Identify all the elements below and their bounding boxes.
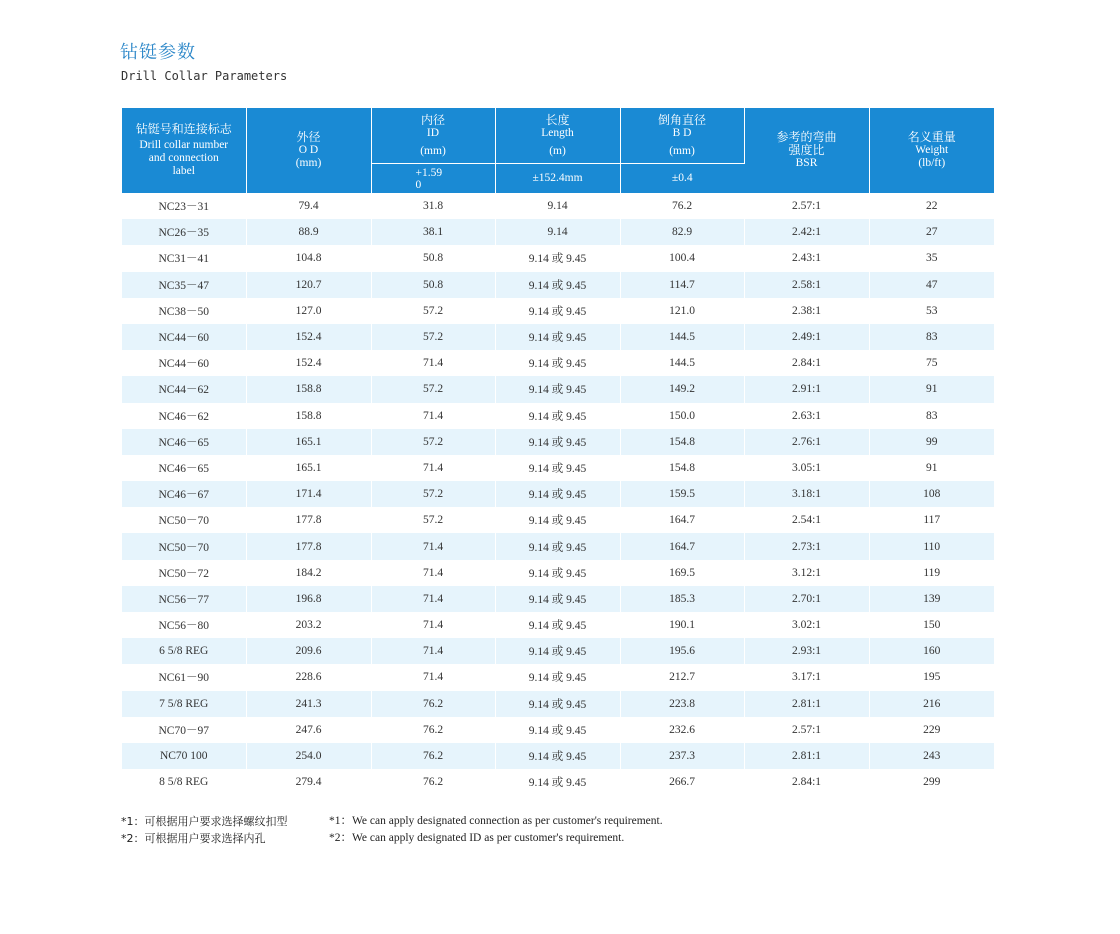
cell-length: 9.14 或 9.45 xyxy=(495,586,620,612)
cell-id: 71.4 xyxy=(371,560,495,586)
cell-bsr: 3.17:1 xyxy=(744,664,869,690)
header-weight xyxy=(869,108,994,193)
cell-bsr: 2.49:1 xyxy=(744,324,869,350)
table-row xyxy=(122,717,994,743)
cell-connection: NC31－41 xyxy=(122,245,246,271)
cell-weight: 22 xyxy=(926,200,938,213)
cell-id: 31.8 xyxy=(371,193,495,219)
cell-length: 9.14 或 9.45 xyxy=(495,376,620,402)
cell-od: 152.4 xyxy=(246,350,371,376)
cell-id: 57.2 xyxy=(371,324,495,350)
footnote-1-cn: *1：可根据用户要求选择螺纹扣型 xyxy=(121,815,288,828)
cell-bsr: 2.91:1 xyxy=(744,376,869,402)
cell-length: 9.14 或 9.45 xyxy=(495,272,620,298)
cell-bsr: 2.42:1 xyxy=(744,219,869,245)
cell-connection: 7 5/8 REG xyxy=(122,691,246,717)
cell-od: 209.6 xyxy=(246,638,371,664)
cell-od: 203.2 xyxy=(246,612,371,638)
cell-od: 177.8 xyxy=(246,507,371,533)
cell-od: 165.1 xyxy=(246,455,371,481)
cell-bd: 144.5 xyxy=(620,350,744,376)
cell-weight: 27 xyxy=(869,219,994,245)
header-bd-tolerance: ±0.4 xyxy=(620,164,744,194)
header-bd-cn: 倒角直径 xyxy=(657,112,706,127)
cell-weight: 91 xyxy=(869,376,994,402)
cell-id: 38.1 xyxy=(371,219,495,245)
cell-length: 9.14 或 9.45 xyxy=(495,664,620,690)
cell-id: 57.2 xyxy=(371,481,495,507)
cell-od: 279.4 xyxy=(246,769,371,795)
cell-bd: 190.1 xyxy=(620,612,744,638)
cell-od: 247.6 xyxy=(246,717,371,743)
cell-id: 71.4 xyxy=(371,664,495,690)
cell-id: 57.2 xyxy=(371,376,495,402)
cell-id: 71.4 xyxy=(371,350,495,376)
cell-bd: 195.6 xyxy=(620,638,744,664)
table-row xyxy=(122,612,994,638)
cell-connection: NC70－97 xyxy=(122,717,246,743)
header-length-en: Length xyxy=(541,126,574,139)
table-row xyxy=(122,560,994,586)
table-row xyxy=(122,533,994,559)
cell-length: 9.14 或 9.45 xyxy=(495,507,620,533)
cell-od: 165.1 xyxy=(246,429,371,455)
table-row xyxy=(122,664,994,690)
cell-id: 76.2 xyxy=(371,717,495,743)
cell-length: 9.14 或 9.45 xyxy=(495,455,620,481)
header-length-unit: (m) xyxy=(549,144,566,157)
cell-bd: 114.7 xyxy=(620,272,744,298)
cell-od: 104.8 xyxy=(246,245,371,271)
header-weight-en: Weight xyxy=(915,144,949,156)
cell-connection: NC46－65 xyxy=(122,455,246,481)
cell-od: 171.4 xyxy=(246,481,371,507)
cell-od: 177.8 xyxy=(246,533,371,559)
cell-connection: NC44－62 xyxy=(122,376,246,402)
cell-length: 9.14 或 9.45 xyxy=(495,769,620,795)
cell-bsr: 2.54:1 xyxy=(744,507,869,533)
cell-length: 9.14 或 9.45 xyxy=(495,638,620,664)
cell-weight: 117 xyxy=(923,514,941,527)
cell-od: 254.0 xyxy=(246,743,371,769)
cell-od: 241.3 xyxy=(246,691,371,717)
header-weight-unit: (lb/ft) xyxy=(918,157,946,169)
table-row xyxy=(122,324,994,350)
header-od-unit: (mm) xyxy=(295,157,322,169)
table-row xyxy=(122,403,994,429)
cell-id: 50.8 xyxy=(371,245,495,271)
table-row xyxy=(122,638,994,664)
cell-bd: 149.2 xyxy=(620,376,744,402)
cell-od: 79.4 xyxy=(246,193,371,219)
cell-connection: 8 5/8 REG xyxy=(122,769,246,795)
header-connection-en2: and connection xyxy=(148,152,219,164)
cell-id: 50.8 xyxy=(371,272,495,298)
cell-bd: 154.8 xyxy=(620,429,744,455)
table-row xyxy=(122,507,994,533)
cell-connection: NC56－80 xyxy=(122,612,246,638)
cell-bd: 154.8 xyxy=(620,455,744,481)
table-row xyxy=(122,219,994,245)
header-bsr-cn1: 参考的弯曲 xyxy=(776,130,837,144)
cell-length: 9.14 xyxy=(495,219,620,245)
cell-bsr: 2.76:1 xyxy=(744,429,869,455)
header-connection-en1: Drill collar number xyxy=(139,139,229,151)
cell-id: 76.2 xyxy=(371,691,495,717)
table-row xyxy=(122,350,994,376)
cell-bsr: 3.12:1 xyxy=(744,560,869,586)
cell-length: 9.14 或 9.45 xyxy=(495,429,620,455)
cell-bd: 169.5 xyxy=(620,560,744,586)
cell-connection: NC44－60 xyxy=(122,324,246,350)
cell-od: 158.8 xyxy=(246,376,371,402)
cell-length: 9.14 或 9.45 xyxy=(495,612,620,638)
cell-id: 76.2 xyxy=(371,743,495,769)
cell-weight: 75 xyxy=(926,357,938,370)
table-row xyxy=(122,429,994,455)
cell-connection: NC50－72 xyxy=(122,560,246,586)
header-id-tolerance xyxy=(371,164,495,194)
table-row xyxy=(122,586,994,612)
cell-bsr: 3.18:1 xyxy=(744,481,869,507)
cell-bsr: 2.81:1 xyxy=(744,743,869,769)
cell-od: 158.8 xyxy=(246,403,371,429)
header-id-cn: 内径 xyxy=(420,112,445,127)
cell-bsr: 2.38:1 xyxy=(744,298,869,324)
cell-bd: 150.0 xyxy=(620,403,744,429)
cell-connection: NC61－90 xyxy=(122,664,246,690)
header-id xyxy=(371,108,495,164)
cell-bsr: 2.73:1 xyxy=(744,533,869,559)
cell-weight: 83 xyxy=(926,409,938,422)
cell-bsr: 2.57:1 xyxy=(744,193,869,219)
header-weight-cn: 名义重量 xyxy=(907,130,956,144)
cell-bsr: 2.63:1 xyxy=(744,403,869,429)
cell-bsr: 2.84:1 xyxy=(744,769,869,795)
cell-bd: 100.4 xyxy=(620,245,744,271)
header-connection-cn: 钻铤号和连接标志 xyxy=(135,122,232,136)
cell-bd: 164.7 xyxy=(620,533,744,559)
cell-od: 127.0 xyxy=(246,298,371,324)
cell-connection: NC50－70 xyxy=(122,507,246,533)
cell-bd: 159.5 xyxy=(620,481,744,507)
header-length-cn: 长度 xyxy=(545,112,570,127)
cell-od: 196.8 xyxy=(246,586,371,612)
cell-weight: 119 xyxy=(923,566,941,579)
header-bd-unit: (mm) xyxy=(669,144,695,157)
cell-weight: 299 xyxy=(923,776,941,789)
header-length-tolerance: ±152.4mm xyxy=(495,164,620,194)
table-row xyxy=(122,298,994,324)
table-row xyxy=(122,376,994,402)
cell-connection: NC70 100 xyxy=(122,743,246,769)
cell-weight: 243 xyxy=(869,743,994,769)
footnote-1-en: *1：We can apply designated connection as per customer's requirement. xyxy=(329,815,663,827)
cell-length: 9.14 或 9.45 xyxy=(495,245,620,271)
cell-od: 152.4 xyxy=(246,324,371,350)
cell-weight: 216 xyxy=(869,691,994,717)
cell-id: 57.2 xyxy=(371,298,495,324)
drill-collar-table xyxy=(122,108,994,795)
table-row xyxy=(122,769,994,795)
cell-bsr: 2.81:1 xyxy=(744,691,869,717)
footnote-1 xyxy=(121,813,663,830)
cell-bd: 232.6 xyxy=(620,717,744,743)
cell-id: 76.2 xyxy=(371,769,495,795)
table-row xyxy=(122,481,994,507)
cell-weight: 195 xyxy=(923,671,941,684)
cell-connection: NC46－62 xyxy=(122,403,246,429)
cell-weight: 150 xyxy=(923,619,941,632)
header-id-tol-minus: 0 xyxy=(415,178,422,191)
table-row xyxy=(122,455,994,481)
cell-od: 88.9 xyxy=(246,219,371,245)
cell-bd: 76.2 xyxy=(620,193,744,219)
header-id-tol-plus: +1.59 xyxy=(415,166,443,179)
cell-weight: 160 xyxy=(869,638,994,664)
footnote-2-cn: *2：可根据用户要求选择内孔 xyxy=(121,832,266,845)
cell-bd: 144.5 xyxy=(620,324,744,350)
page-title-cn: 钻铤参数 xyxy=(120,42,196,63)
header-id-unit: (mm) xyxy=(420,144,446,157)
cell-bd: 121.0 xyxy=(620,298,744,324)
footnote-2 xyxy=(121,830,663,847)
header-bsr-en: BSR xyxy=(795,157,818,169)
cell-bsr: 2.70:1 xyxy=(744,586,869,612)
cell-length: 9.14 xyxy=(495,193,620,219)
header-connection xyxy=(122,108,246,193)
cell-od: 184.2 xyxy=(246,560,371,586)
footnotes xyxy=(121,813,663,847)
table-row xyxy=(122,691,994,717)
cell-weight: 110 xyxy=(869,533,994,559)
cell-length: 9.14 或 9.45 xyxy=(495,743,620,769)
cell-id: 71.4 xyxy=(371,403,495,429)
cell-bd: 223.8 xyxy=(620,691,744,717)
cell-weight: 53 xyxy=(926,304,938,317)
cell-id: 71.4 xyxy=(371,533,495,559)
cell-od: 228.6 xyxy=(246,664,371,690)
cell-connection: NC23－31 xyxy=(122,193,246,219)
cell-bd: 164.7 xyxy=(620,507,744,533)
cell-length: 9.14 或 9.45 xyxy=(495,403,620,429)
cell-bsr: 3.02:1 xyxy=(744,612,869,638)
cell-length: 9.14 或 9.45 xyxy=(495,481,620,507)
cell-od: 120.7 xyxy=(246,272,371,298)
header-od-en: O D xyxy=(298,144,319,156)
cell-weight: 108 xyxy=(869,481,994,507)
cell-length: 9.14 或 9.45 xyxy=(495,717,620,743)
cell-length: 9.14 或 9.45 xyxy=(495,560,620,586)
table-row xyxy=(122,193,994,219)
cell-id: 57.2 xyxy=(371,429,495,455)
cell-bsr: 2.43:1 xyxy=(744,245,869,271)
header-length xyxy=(495,108,620,164)
cell-bd: 212.7 xyxy=(620,664,744,690)
cell-connection: NC35－47 xyxy=(122,272,246,298)
cell-id: 71.4 xyxy=(371,638,495,664)
cell-weight: 139 xyxy=(869,586,994,612)
header-bsr xyxy=(744,108,869,193)
header-bd-en: B D xyxy=(672,126,692,139)
cell-weight: 99 xyxy=(869,429,994,455)
cell-weight: 91 xyxy=(926,461,938,474)
cell-id: 71.4 xyxy=(371,455,495,481)
header-bd xyxy=(620,108,744,164)
cell-weight: 35 xyxy=(926,252,938,265)
header-connection-en3: label xyxy=(172,165,195,177)
cell-id: 57.2 xyxy=(371,507,495,533)
cell-connection: NC46－65 xyxy=(122,429,246,455)
cell-weight: 47 xyxy=(869,272,994,298)
header-bsr-cn2: 强度比 xyxy=(788,143,825,157)
cell-bd: 185.3 xyxy=(620,586,744,612)
table-row xyxy=(122,743,994,769)
cell-length: 9.14 或 9.45 xyxy=(495,350,620,376)
cell-weight: 229 xyxy=(923,723,941,736)
header-od xyxy=(246,108,371,193)
cell-length: 9.14 或 9.45 xyxy=(495,533,620,559)
cell-length: 9.14 或 9.45 xyxy=(495,691,620,717)
cell-bsr: 2.93:1 xyxy=(744,638,869,664)
page-title-en: Drill Collar Parameters xyxy=(121,69,288,83)
table-row xyxy=(122,272,994,298)
cell-bd: 266.7 xyxy=(620,769,744,795)
cell-bsr: 3.05:1 xyxy=(744,455,869,481)
cell-connection: 6 5/8 REG xyxy=(122,638,246,664)
cell-connection: NC38－50 xyxy=(122,298,246,324)
header-od-cn: 外径 xyxy=(296,130,321,144)
cell-connection: NC50－70 xyxy=(122,533,246,559)
cell-id: 71.4 xyxy=(371,612,495,638)
table-body xyxy=(122,193,994,795)
header-id-en: ID xyxy=(426,126,440,139)
cell-bd: 237.3 xyxy=(620,743,744,769)
cell-connection: NC46－67 xyxy=(122,481,246,507)
cell-length: 9.14 或 9.45 xyxy=(495,298,620,324)
cell-connection: NC26－35 xyxy=(122,219,246,245)
table-row xyxy=(122,245,994,271)
cell-connection: NC44－60 xyxy=(122,350,246,376)
cell-bsr: 2.58:1 xyxy=(744,272,869,298)
footnote-2-en: *2：We can apply designated ID as per customer's requirement. xyxy=(329,832,625,844)
cell-bsr: 2.84:1 xyxy=(744,350,869,376)
cell-weight: 83 xyxy=(869,324,994,350)
cell-length: 9.14 或 9.45 xyxy=(495,324,620,350)
cell-bd: 82.9 xyxy=(620,219,744,245)
cell-id: 71.4 xyxy=(371,586,495,612)
cell-bsr: 2.57:1 xyxy=(744,717,869,743)
cell-connection: NC56－77 xyxy=(122,586,246,612)
